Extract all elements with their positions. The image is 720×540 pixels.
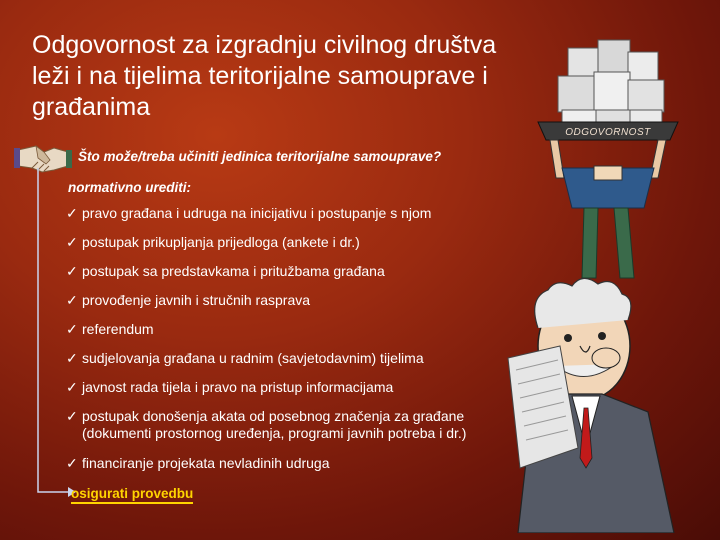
- item-text: postupak donošenja akata od posebnog značenja za građane (dokumenti prostornog uređenja, programi javnih potreba i dr.): [82, 408, 467, 441]
- checkmark-icon: ✓: [66, 234, 78, 250]
- man-carrying-boxes-illustration: [498, 28, 698, 533]
- question-text: Što može/treba učiniti jedinica teritorijalne samouprave?: [78, 149, 442, 164]
- list-item: [66, 350, 536, 367]
- checkmark-icon: ✓: [66, 350, 78, 366]
- checkmark-icon: ✓: [66, 205, 78, 221]
- checkmark-icon: ✓: [66, 408, 78, 424]
- list-item: [66, 234, 536, 251]
- pallet-label: ODGOVORNOST: [565, 127, 651, 138]
- item-text: postupak sa predstavkama i pritužbama građana: [82, 263, 385, 279]
- item-text: provođenje javnih i stručnih rasprava: [82, 292, 311, 308]
- checkmark-icon: ✓: [66, 263, 78, 279]
- list-item: [66, 205, 536, 222]
- item-text: postupak prikupljanja prijedloga (ankete i dr.): [82, 234, 360, 250]
- list-item: [66, 321, 536, 338]
- list-item: [66, 292, 536, 309]
- item-text: pravo građana i udruga na inicijativu i postupanje s njom: [82, 205, 432, 221]
- list-item: [66, 379, 536, 396]
- checkmark-icon: ✓: [66, 292, 78, 308]
- list-item: [66, 408, 536, 442]
- checkmark-icon: ✓: [66, 321, 78, 337]
- list-item: [66, 455, 536, 472]
- item-text: financiranje projekata nevladinih udruga: [82, 455, 330, 471]
- checkmark-icon: ✓: [66, 379, 78, 395]
- final-label: osigurati provedbu: [71, 486, 193, 504]
- item-text: sudjelovanja građana u radnim (savjetodavnim) tijelima: [82, 350, 424, 366]
- slide-title: Odgovornost za izgradnju civilnog društva leži i na tijelima teritorijalne samouprave i građanima: [32, 31, 497, 121]
- checkmark-icon: ✓: [66, 455, 78, 471]
- item-text: referendum: [82, 321, 154, 337]
- list-item: [66, 263, 536, 280]
- section-label: normativno urediti:: [68, 180, 192, 195]
- item-text: javnost rada tijela i pravo na pristup informacijama: [82, 379, 394, 395]
